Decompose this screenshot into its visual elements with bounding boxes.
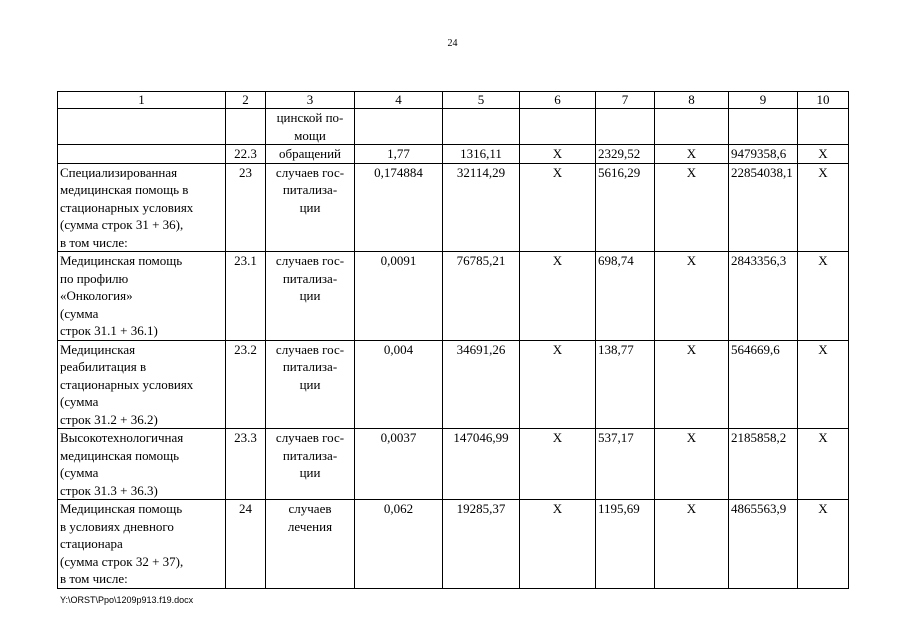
name-line: «Онкология» [60,288,133,303]
page-number: 24 [447,38,458,49]
row-unit-cell [266,163,355,252]
data-table [57,91,849,589]
unit-line: питализа- [282,182,338,197]
table-row [58,252,849,341]
row-code-cell: 23.1 [226,252,266,341]
name-line: Медицинская помощь [60,501,183,516]
name-line: медицинская помощь [60,447,180,463]
table-body [58,92,849,589]
value-cell-col-7: 138,77 [596,340,655,429]
value-cell-col-10: Х [798,252,849,341]
value-cell-col-9: 2185858,2 [729,429,798,500]
value-cell-col-9 [729,109,798,145]
header-cell-8: 8 [655,92,729,109]
name-line: Медицинская [60,341,136,357]
unit-line: случаев гос- [275,164,345,180]
table-row-continuation [58,109,849,145]
value-cell-col-6: Х [520,252,596,341]
name-line: Медицинская помощь [60,253,183,268]
value-cell-col-10: Х [798,163,849,252]
row-name-cell [58,109,226,145]
value-cell-col-6 [520,109,596,145]
table-header-row [58,92,849,109]
table-row [58,163,849,252]
row-unit-cell [266,429,355,500]
name-line: реабилитация в [60,359,147,374]
name-line: строк 31.3 + 36.3) [60,482,158,498]
row-code-cell [226,109,266,145]
unit-line: лечения [287,518,333,534]
header-cell-6: 6 [520,92,596,109]
name-line: Специализированная [60,164,178,180]
unit-line: цинской по- [276,110,344,125]
footer-file-path: Y:\ORST\Ppo\1209p913.f19.docx [60,595,194,605]
row-name-cell [58,340,226,429]
value-cell-col-6: Х [520,145,596,164]
value-cell-col-4: 0,0037 [355,429,443,500]
name-line: по профилю [60,270,129,286]
unit-line: случаев гос- [275,253,345,268]
row-name-cell [58,145,226,164]
value-cell-col-7 [596,109,655,145]
unit-line: обращений [278,146,342,161]
name-line: строк 31.2 + 36.2) [60,411,158,427]
value-cell-col-10: Х [798,340,849,429]
name-line: (сумма строк 32 + 37), [60,553,184,569]
value-cell-col-5: 76785,21 [443,252,520,341]
unit-line: питализа- [282,447,338,463]
unit-line: мощи [294,127,326,143]
value-cell-col-4 [355,109,443,145]
name-line: стационара [60,536,123,551]
row-unit-cell [266,145,355,164]
value-cell-col-6: Х [520,163,596,252]
value-cell-col-8 [655,109,729,145]
value-cell-col-4: 0,0091 [355,252,443,341]
table-row [58,429,849,500]
value-cell-col-10: Х [798,145,849,164]
value-cell-col-8: Х [655,429,729,500]
row-code-cell: 22.3 [226,145,266,164]
name-line: медицинская помощь в [60,182,189,197]
value-cell-col-5: 32114,29 [443,163,520,252]
value-cell-col-10: Х [798,500,849,589]
value-cell-col-5: 19285,37 [443,500,520,589]
name-line: Высокотехнологичная [60,430,184,445]
value-cell-col-6: Х [520,429,596,500]
table-row [58,500,849,589]
value-cell-col-4: 1,77 [355,145,443,164]
unit-line: питализа- [282,359,338,374]
value-cell-col-7: 698,74 [596,252,655,341]
name-line: стационарных условиях [60,376,194,392]
row-name-cell [58,163,226,252]
row-code-cell: 23 [226,163,266,252]
value-cell-col-9: 564669,6 [729,340,798,429]
value-cell-col-6: Х [520,500,596,589]
name-line: в условиях дневного [60,518,174,534]
value-cell-col-4: 0,004 [355,340,443,429]
table-row [58,340,849,429]
value-cell-col-5 [443,109,520,145]
value-cell-col-8: Х [655,145,729,164]
value-cell-col-7: 5616,29 [596,163,655,252]
name-line: в том числе: [60,234,128,250]
name-line: в том числе: [60,571,128,586]
table-row [58,145,849,164]
value-cell-col-7: 2329,52 [596,145,655,164]
unit-line: ции [299,288,321,303]
value-cell-col-6: Х [520,340,596,429]
unit-line: случаев гос- [275,430,345,445]
row-name-cell [58,252,226,341]
value-cell-col-10 [798,109,849,145]
value-cell-col-9: 2843356,3 [729,252,798,341]
value-cell-col-5: 1316,11 [443,145,520,164]
name-line: (сумма [60,305,99,321]
value-cell-col-8: Х [655,500,729,589]
header-cell-7: 7 [596,92,655,109]
value-cell-col-5: 147046,99 [443,429,520,500]
unit-line: случаев [288,501,332,516]
value-cell-col-7: 537,17 [596,429,655,500]
unit-line: случаев гос- [275,341,345,357]
row-code-cell: 24 [226,500,266,589]
name-line: (сумма строк 31 + 36), [60,217,184,232]
header-cell-3: 3 [266,92,355,109]
value-cell-col-7: 1195,69 [596,500,655,589]
row-name-cell [58,429,226,500]
unit-line: ции [299,376,321,392]
row-unit-cell [266,340,355,429]
header-cell-2: 2 [226,92,266,109]
value-cell-col-9: 9479358,6 [729,145,798,164]
header-cell-4: 4 [355,92,443,109]
value-cell-col-8: Х [655,163,729,252]
row-name-cell [58,500,226,589]
value-cell-col-8: Х [655,252,729,341]
name-line: (сумма [60,465,99,480]
header-cell-10: 10 [798,92,849,109]
name-line: строк 31.1 + 36.1) [60,323,158,338]
unit-line: ции [299,465,321,480]
value-cell-col-8: Х [655,340,729,429]
header-cell-1: 1 [58,92,226,109]
row-code-cell: 23.2 [226,340,266,429]
name-line: стационарных условиях [60,199,194,215]
name-line: (сумма [60,394,99,409]
header-cell-9: 9 [729,92,798,109]
value-cell-col-5: 34691,26 [443,340,520,429]
row-unit-cell [266,109,355,145]
unit-line: питализа- [282,270,338,286]
value-cell-col-10: Х [798,429,849,500]
row-code-cell: 23.3 [226,429,266,500]
row-unit-cell [266,252,355,341]
value-cell-col-4: 0,174884 [355,163,443,252]
value-cell-col-9: 4865563,9 [729,500,798,589]
value-cell-col-4: 0,062 [355,500,443,589]
value-cell-col-9: 22854038,1 [729,163,798,252]
header-cell-5: 5 [443,92,520,109]
row-unit-cell [266,500,355,589]
unit-line: ции [299,199,321,215]
